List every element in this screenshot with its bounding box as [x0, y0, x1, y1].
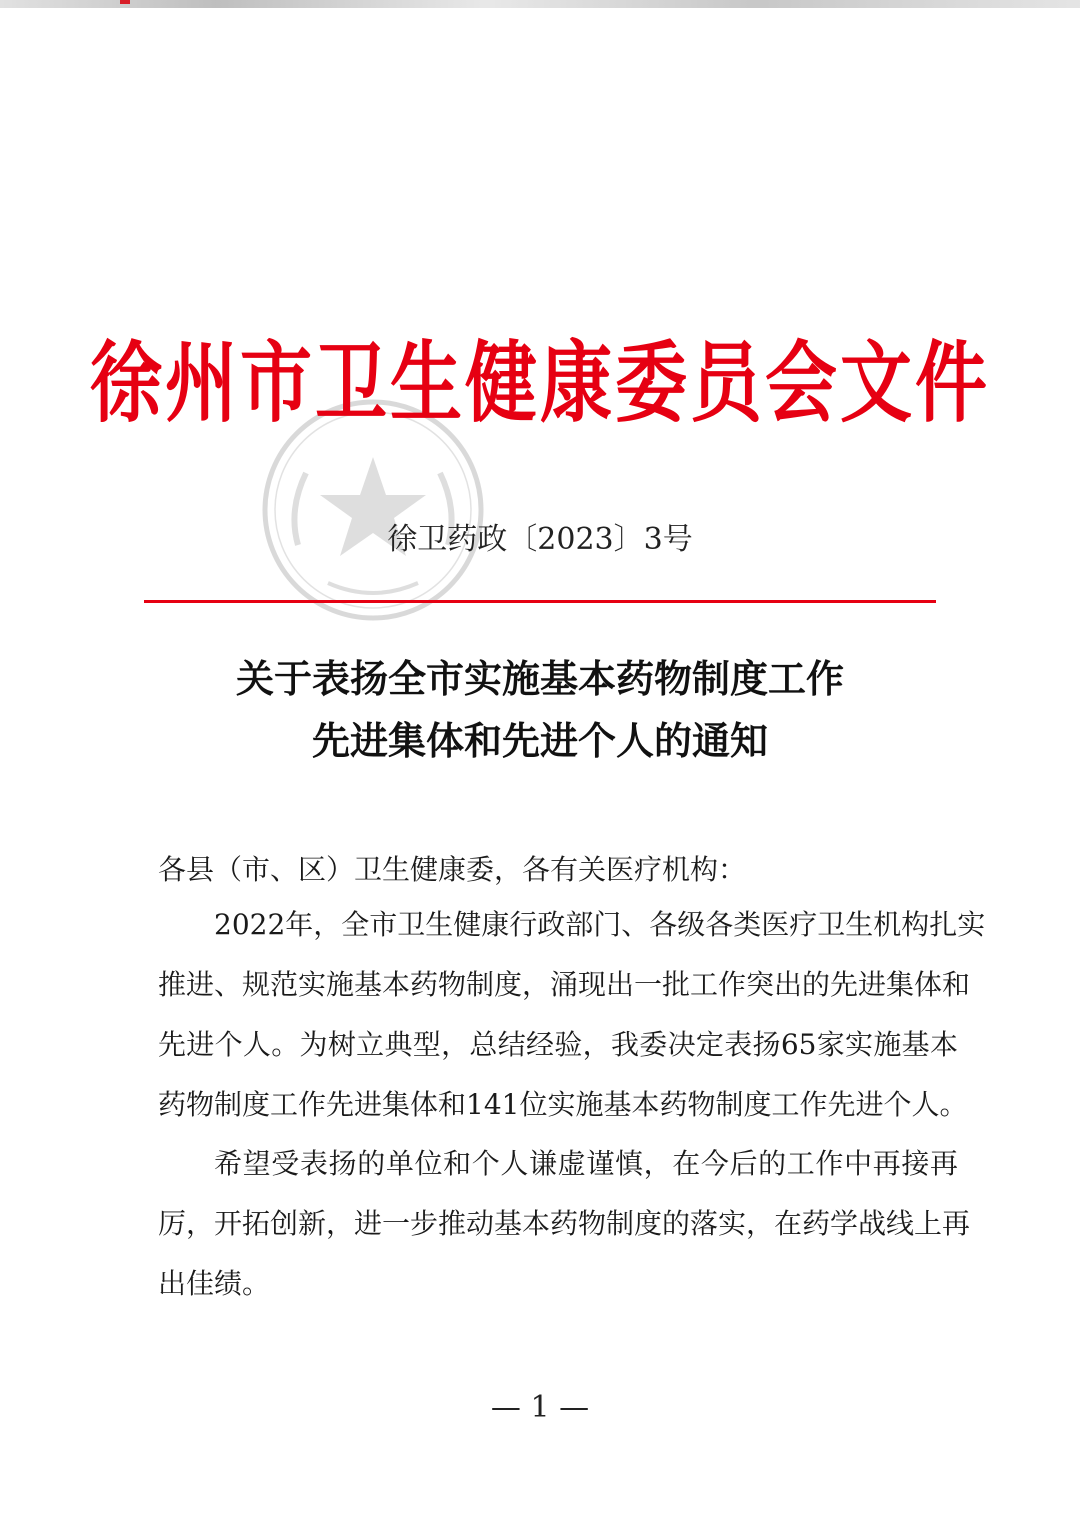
paragraph-line: 先进个人。为树立典型，总结经验，我委决定表扬65家实施基本: [158, 1028, 958, 1061]
page-number: — 1 —: [490, 1390, 590, 1425]
paragraph-line: 希望受表扬的单位和个人谦虚谨慎，在今后的工作中再接再: [214, 1147, 958, 1180]
notice-title-line-1: 关于表扬全市实施基本药物制度工作: [235, 656, 844, 701]
body-paragraph-2: [158, 1134, 971, 1314]
paragraph-line: 出佳绩。: [158, 1267, 271, 1300]
scan-red-mark: [120, 0, 130, 4]
notice-title-line-2: 先进集体和先进个人的通知: [311, 718, 768, 763]
body-paragraph-1: [158, 895, 986, 1135]
notice-title: [0, 648, 1080, 772]
scan-edge: [0, 0, 1080, 8]
red-divider-line: [144, 600, 936, 603]
issuer-title: 徐州市卫生健康委员会文件: [89, 330, 990, 435]
document-number: 徐卫药政〔2023〕3号: [387, 522, 693, 557]
paragraph-line: 推进、规范实施基本药物制度，涌现出一批工作突出的先进集体和: [158, 968, 971, 1001]
paragraph-line: 药物制度工作先进集体和141位实施基本药物制度工作先进个人。: [158, 1088, 968, 1121]
paragraph-line: 2022年，全市卫生健康行政部门、各级各类医疗卫生机构扎实: [214, 908, 986, 941]
salutation: 各县（市、区）卫生健康委，各有关医疗机构：: [158, 853, 747, 886]
paragraph-line: 厉，开拓创新，进一步推动基本药物制度的落实，在药学战线上再: [158, 1207, 971, 1240]
